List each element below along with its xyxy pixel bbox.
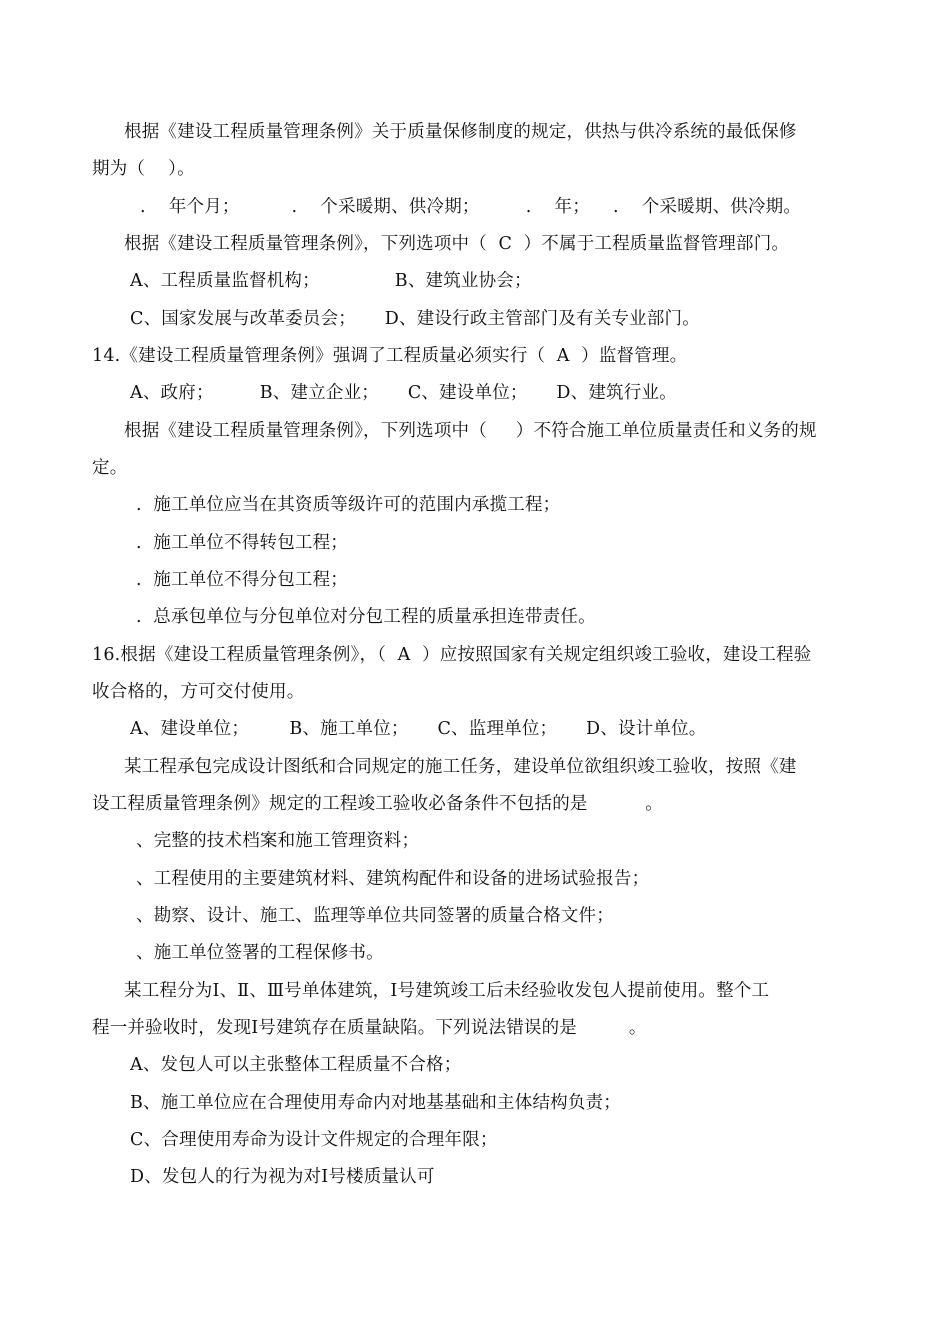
answer-option: 、施工单位签署的工程保修书。 — [136, 943, 384, 963]
answer-option: C、合理使用寿命为设计文件规定的合理年限； — [130, 1130, 498, 1150]
question-stem: 设工程质量管理条例》规定的工程竣工验收必备条件不包括的是 。 — [92, 794, 663, 814]
answer-option: . 施工单位应当在其资质等级许可的范围内承揽工程； — [136, 495, 561, 515]
question-stem: 根据《建设工程质量管理条例》，下列选项中（ ）不符合施工单位质量责任和义务的规 — [124, 421, 817, 441]
answer-option: B、施工单位应在合理使用寿命内对地基基础和主体结构负责； — [130, 1093, 621, 1113]
question-stem: 期为（ ）。 — [92, 159, 195, 179]
question-stem: 根据《建设工程质量管理条例》，下列选项中（ C ）不属于工程质量监督管理部门。 — [124, 234, 790, 254]
question-stem: 16.根据《建设工程质量管理条例》，（ A ）应按照国家有关规定组织竣工验收，建设工程验 — [92, 645, 812, 665]
answer-option: 、完整的技术档案和施工管理资料； — [136, 831, 420, 851]
answer-option: D、发包人的行为视为对Ⅰ号楼质量认可 — [130, 1167, 435, 1187]
question-stem: 某工程承包完成设计图纸和合同规定的施工任务，建设单位欲组织竣工验收，按照《建 — [124, 757, 797, 777]
question-stem: 根据《建设工程质量管理条例》关于质量保修制度的规定，供热与供冷系统的最低保修 — [124, 122, 797, 142]
answer-option: . 施工单位不得转包工程； — [136, 533, 348, 553]
answer-option: . 施工单位不得分包工程； — [136, 570, 348, 590]
question-stem: 定。 — [92, 458, 128, 478]
answer-option: 、勘察、设计、施工、监理等单位共同签署的质量合格文件； — [136, 906, 614, 926]
question-stem: 某工程分为Ⅰ、Ⅱ、Ⅲ号单体建筑，Ⅰ号建筑竣工后未经验收发包人提前使用。整个工 — [124, 981, 770, 1001]
answer-option: A、政府； B、建立企业； C、建设单位； D、建筑行业。 — [130, 383, 677, 403]
question-stem: 程一并验收时，发现Ⅰ号建筑存在质量缺陷。下列说法错误的是 。 — [92, 1018, 647, 1038]
answer-option: A、工程质量监督机构； B、建筑业协会； — [130, 271, 532, 291]
answer-option: 、工程使用的主要建筑材料、建筑构配件和设备的进场试验报告； — [136, 869, 650, 889]
question-stem: 收合格的，方可交付使用。 — [92, 682, 305, 702]
answer-option: C、国家发展与改革委员会； D、建设行政主管部门及有关专业部门。 — [130, 309, 700, 329]
answer-option: A、发包人可以主张整体工程质量不合格； — [130, 1055, 462, 1075]
answer-option: A、建设单位； B、施工单位； C、监理单位； D、设计单位。 — [130, 719, 707, 739]
answer-options: . 年个月； . 个采暖期、供冷期； . 年； . 个采暖期、供冷期。 — [140, 197, 802, 217]
question-stem: 14.《建设工程质量管理条例》强调了工程质量必须实行（ A ）监督管理。 — [92, 346, 688, 366]
answer-option: . 总承包单位与分包单位对分包工程的质量承担连带责任。 — [136, 607, 596, 627]
